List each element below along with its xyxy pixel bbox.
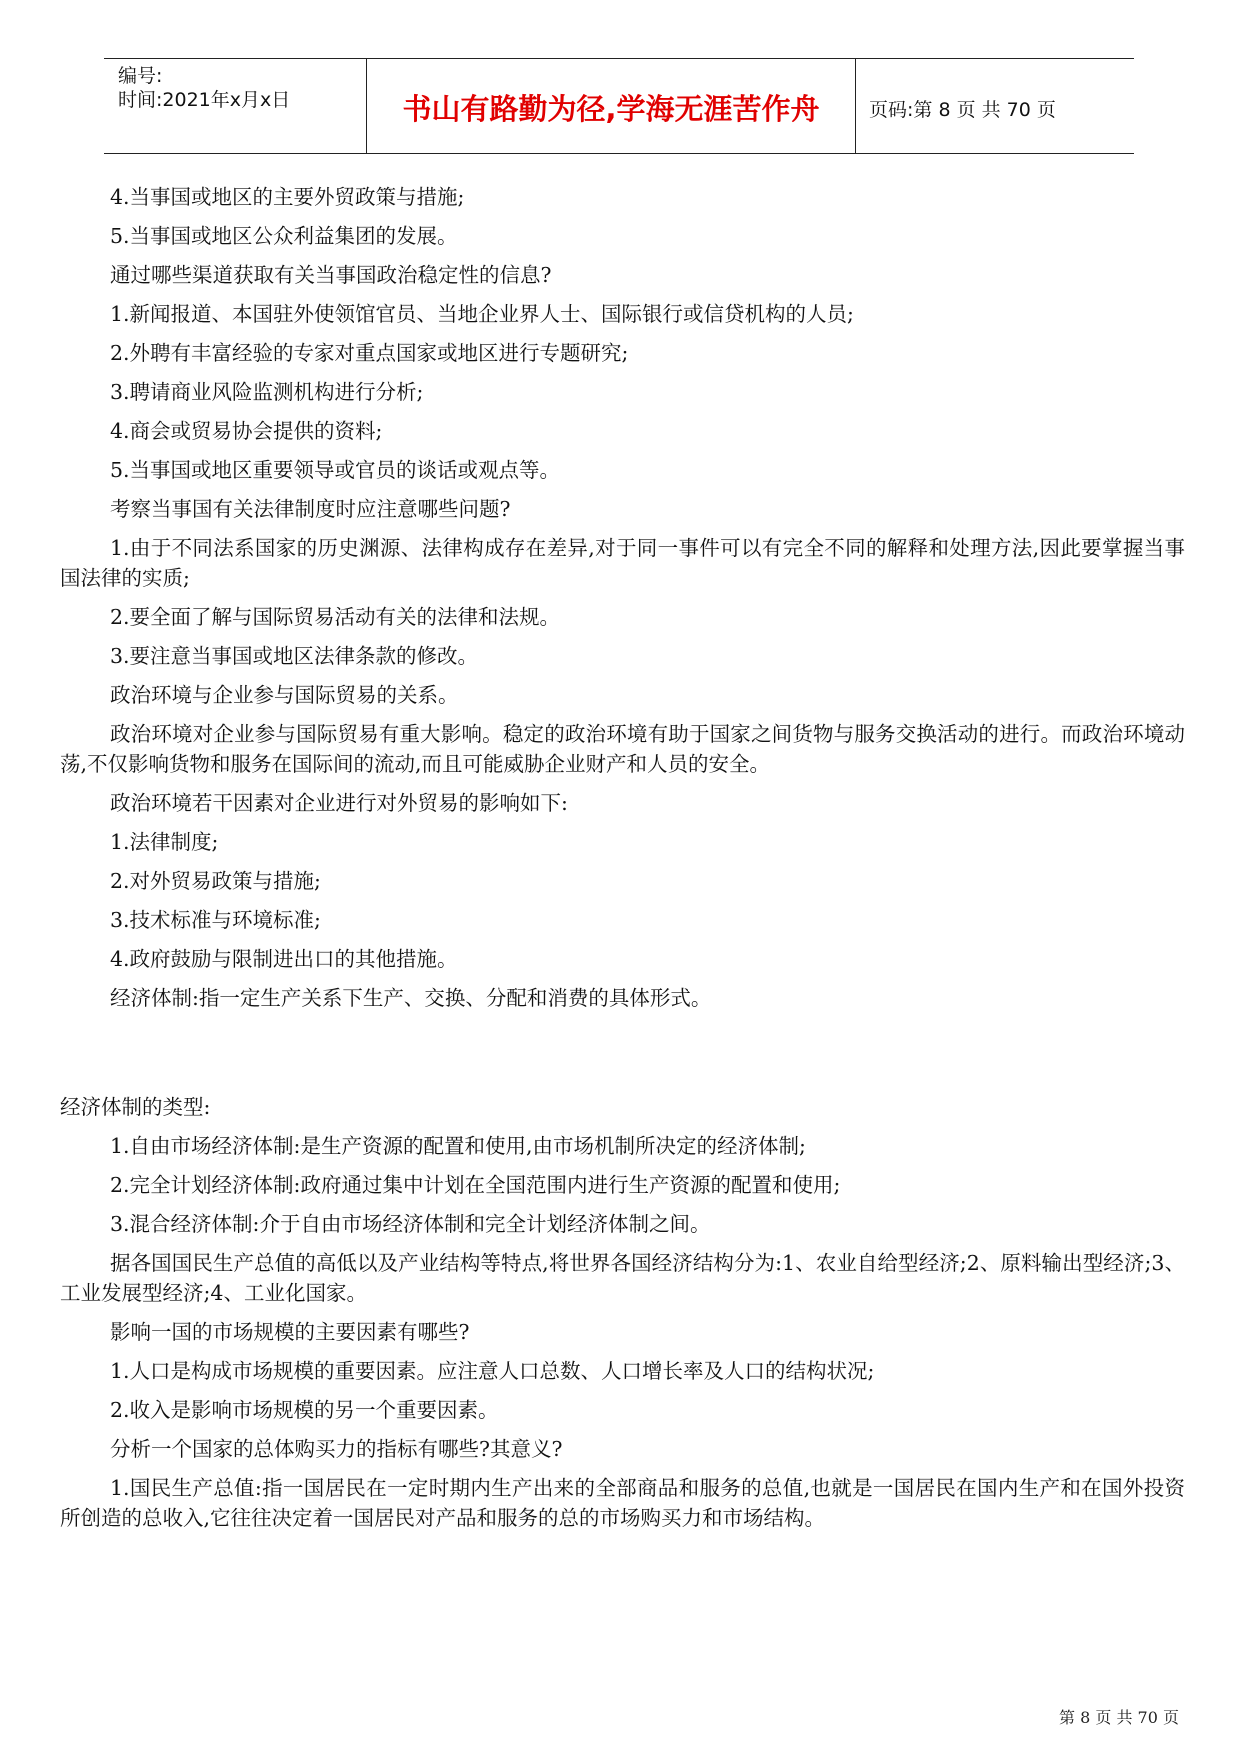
paragraph: 1.国民生产总值:指一国居民在一定时期内生产出来的全部商品和服务的总值,也就是一国居民在国内生产和在国外投资所创造的总收入,它往往决定着一国居民对产品和服务的总的市场购买力和市场结构。 (60, 1476, 1185, 1530)
paragraph: 通过哪些渠道获取有关当事国政治稳定性的信息? (110, 263, 552, 287)
document-number-label: 编号: (118, 65, 163, 87)
paragraph: 政治环境对企业参与国际贸易有重大影响。稳定的政治环境有助于国家之间货物与服务交换活动的进行。而政治环境动荡,不仅影响货物和服务在国际间的流动,而且可能威胁企业财产和人员的安全。 (60, 722, 1185, 776)
paragraph: 2.收入是影响市场规模的另一个重要因素。 (110, 1398, 499, 1422)
paragraph: 3.混合经济体制:介于自由市场经济体制和完全计划经济体制之间。 (110, 1212, 711, 1236)
paragraph: 3.聘请商业风险监测机构进行分析; (110, 380, 424, 404)
header-right-cell (857, 59, 1134, 153)
paragraph: 2.完全计划经济体制:政府通过集中计划在全国范围内进行生产资源的配置和使用; (110, 1173, 841, 1197)
paragraph: 经济体制的类型: (60, 1095, 211, 1119)
paragraph: 经济体制:指一定生产关系下生产、交换、分配和消费的具体形式。 (110, 986, 712, 1010)
paragraph: 2.要全面了解与国际贸易活动有关的法律和法规。 (110, 605, 561, 629)
header-middle-cell (367, 59, 856, 153)
paragraph: 影响一国的市场规模的主要因素有哪些? (110, 1320, 470, 1344)
document-time-label: 时间:2021年x月x日 (118, 89, 291, 111)
paragraph: 考察当事国有关法律制度时应注意哪些问题? (110, 497, 511, 521)
header-motto: 书山有路勤为径,学海无涯苦作舟 (402, 92, 820, 126)
paragraph: 4.商会或贸易协会提供的资料; (110, 419, 383, 443)
document-body (60, 178, 1185, 1538)
paragraph: 5.当事国或地区公众利益集团的发展。 (110, 224, 458, 248)
paragraph: 3.技术标准与环境标准; (110, 908, 321, 932)
header-page-number: 页码:第 8 页 共 70 页 (869, 99, 1056, 121)
paragraph: 1.新闻报道、本国驻外使领馆官员、当地企业界人士、国际银行或信贷机构的人员; (110, 302, 854, 326)
paragraph: 政治环境若干因素对企业进行对外贸易的影响如下: (110, 791, 568, 815)
paragraph: 据各国国民生产总值的高低以及产业结构等特点,将世界各国经济结构分为:1、农业自给型经济;2、原料输出型经济;3、工业发展型经济;4、工业化国家。 (60, 1251, 1185, 1305)
paragraph: 2.外聘有丰富经验的专家对重点国家或地区进行专题研究; (110, 341, 629, 365)
paragraph: 1.自由市场经济体制:是生产资源的配置和使用,由市场机制所决定的经济体制; (110, 1134, 806, 1158)
paragraph: 1.由于不同法系国家的历史渊源、法律构成存在差异,对于同一事件可以有完全不同的解释和处理方法,因此要掌握当事国法律的实质; (60, 536, 1185, 590)
paragraph: 分析一个国家的总体购买力的指标有哪些?其意义? (110, 1437, 563, 1461)
paragraph: 政治环境与企业参与国际贸易的关系。 (110, 683, 459, 707)
section-gap (60, 1018, 1185, 1088)
paragraph: 1.法律制度; (110, 830, 219, 854)
paragraph: 5.当事国或地区重要领导或官员的谈话或观点等。 (110, 458, 561, 482)
page-footer: 第 8 页 共 70 页 (1059, 1708, 1179, 1727)
paragraph: 1.人口是构成市场规模的重要因素。应注意人口总数、人口增长率及人口的结构状况; (110, 1359, 875, 1383)
page-header (104, 58, 1134, 154)
paragraph: 3.要注意当事国或地区法律条款的修改。 (110, 644, 479, 668)
paragraph: 4.当事国或地区的主要外贸政策与措施; (110, 185, 465, 209)
paragraph: 2.对外贸易政策与措施; (110, 869, 321, 893)
header-left-cell (104, 59, 367, 153)
paragraph: 4.政府鼓励与限制进出口的其他措施。 (110, 947, 458, 971)
